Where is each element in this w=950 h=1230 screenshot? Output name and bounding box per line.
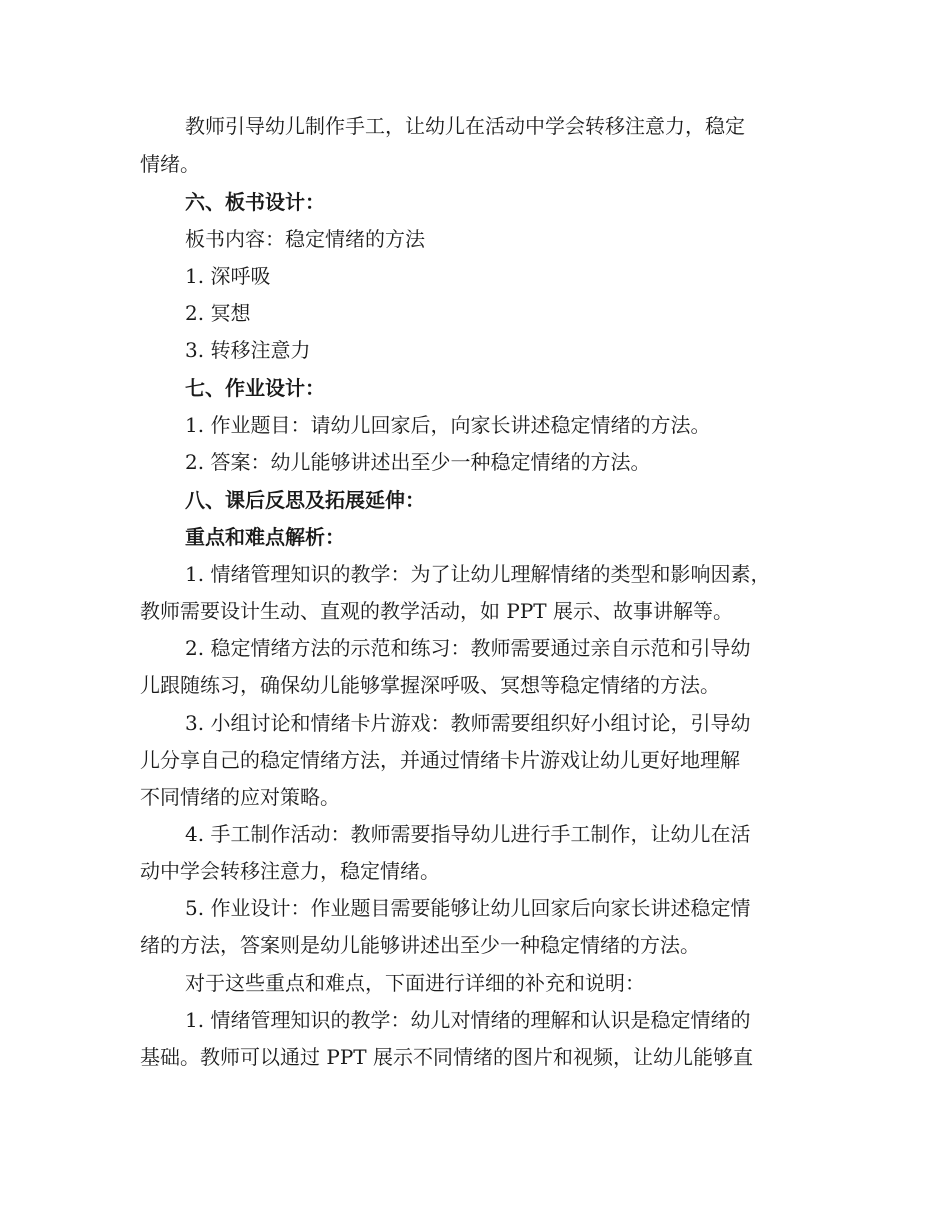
paragraph-line: 绪的方法，答案则是幼儿能够讲述出至少一种稳定情绪的方法。 bbox=[140, 933, 700, 957]
list-item: 1. 作业题目：请幼儿回家后，向家长讲述稳定情绪的方法。 bbox=[185, 413, 711, 437]
paragraph-line: 2. 稳定情绪方法的示范和练习：教师需要通过亲自示范和引导幼 bbox=[185, 636, 751, 660]
paragraph-line: 不同情绪的应对策略。 bbox=[140, 785, 340, 809]
paragraph-line: 动中学会转移注意力，稳定情绪。 bbox=[140, 859, 440, 883]
section-heading-reflection: 八、课后反思及拓展延伸： bbox=[185, 488, 425, 512]
paragraph-line: 5. 作业设计：作业题目需要能够让幼儿回家后向家长讲述稳定情 bbox=[185, 896, 751, 920]
section-heading-board-design: 六、板书设计： bbox=[185, 190, 325, 214]
paragraph-line: 教师需要设计生动、直观的教学活动，如 PPT 展示、故事讲解等。 bbox=[140, 599, 733, 623]
paragraph-line: 板书内容：稳定情绪的方法 bbox=[185, 227, 425, 251]
list-item: 1. 深呼吸 bbox=[185, 264, 271, 288]
paragraph-line: 4. 手工制作活动：教师需要指导幼儿进行手工制作，让幼儿在活 bbox=[185, 822, 751, 846]
list-item: 2. 冥想 bbox=[185, 301, 251, 325]
list-item: 2. 答案：幼儿能够讲述出至少一种稳定情绪的方法。 bbox=[185, 450, 651, 474]
paragraph-line: 3. 小组讨论和情绪卡片游戏：教师需要组织好小组讨论，引导幼 bbox=[185, 711, 751, 735]
paragraph-line: 儿跟随练习，确保幼儿能够掌握深呼吸、冥想等稳定情绪的方法。 bbox=[140, 673, 720, 697]
paragraph-line: 教师引导幼儿制作手工，让幼儿在活动中学会转移注意力，稳定 bbox=[185, 114, 745, 138]
subheading-key-points: 重点和难点解析： bbox=[185, 525, 345, 549]
paragraph-line: 情绪。 bbox=[140, 152, 200, 176]
paragraph-line: 1. 情绪管理知识的教学：为了让幼儿理解情绪的类型和影响因素， bbox=[185, 562, 771, 586]
paragraph-line: 基础。教师可以通过 PPT 展示不同情绪的图片和视频，让幼儿能够直 bbox=[140, 1045, 753, 1069]
list-item: 3. 转移注意力 bbox=[185, 338, 311, 362]
paragraph-line: 儿分享自己的稳定情绪方法，并通过情绪卡片游戏让幼儿更好地理解 bbox=[140, 748, 740, 772]
paragraph-line: 对于这些重点和难点，下面进行详细的补充和说明： bbox=[185, 971, 645, 995]
paragraph-line: 1. 情绪管理知识的教学：幼儿对情绪的理解和认识是稳定情绪的 bbox=[185, 1008, 751, 1032]
section-heading-homework: 七、作业设计： bbox=[185, 376, 325, 400]
